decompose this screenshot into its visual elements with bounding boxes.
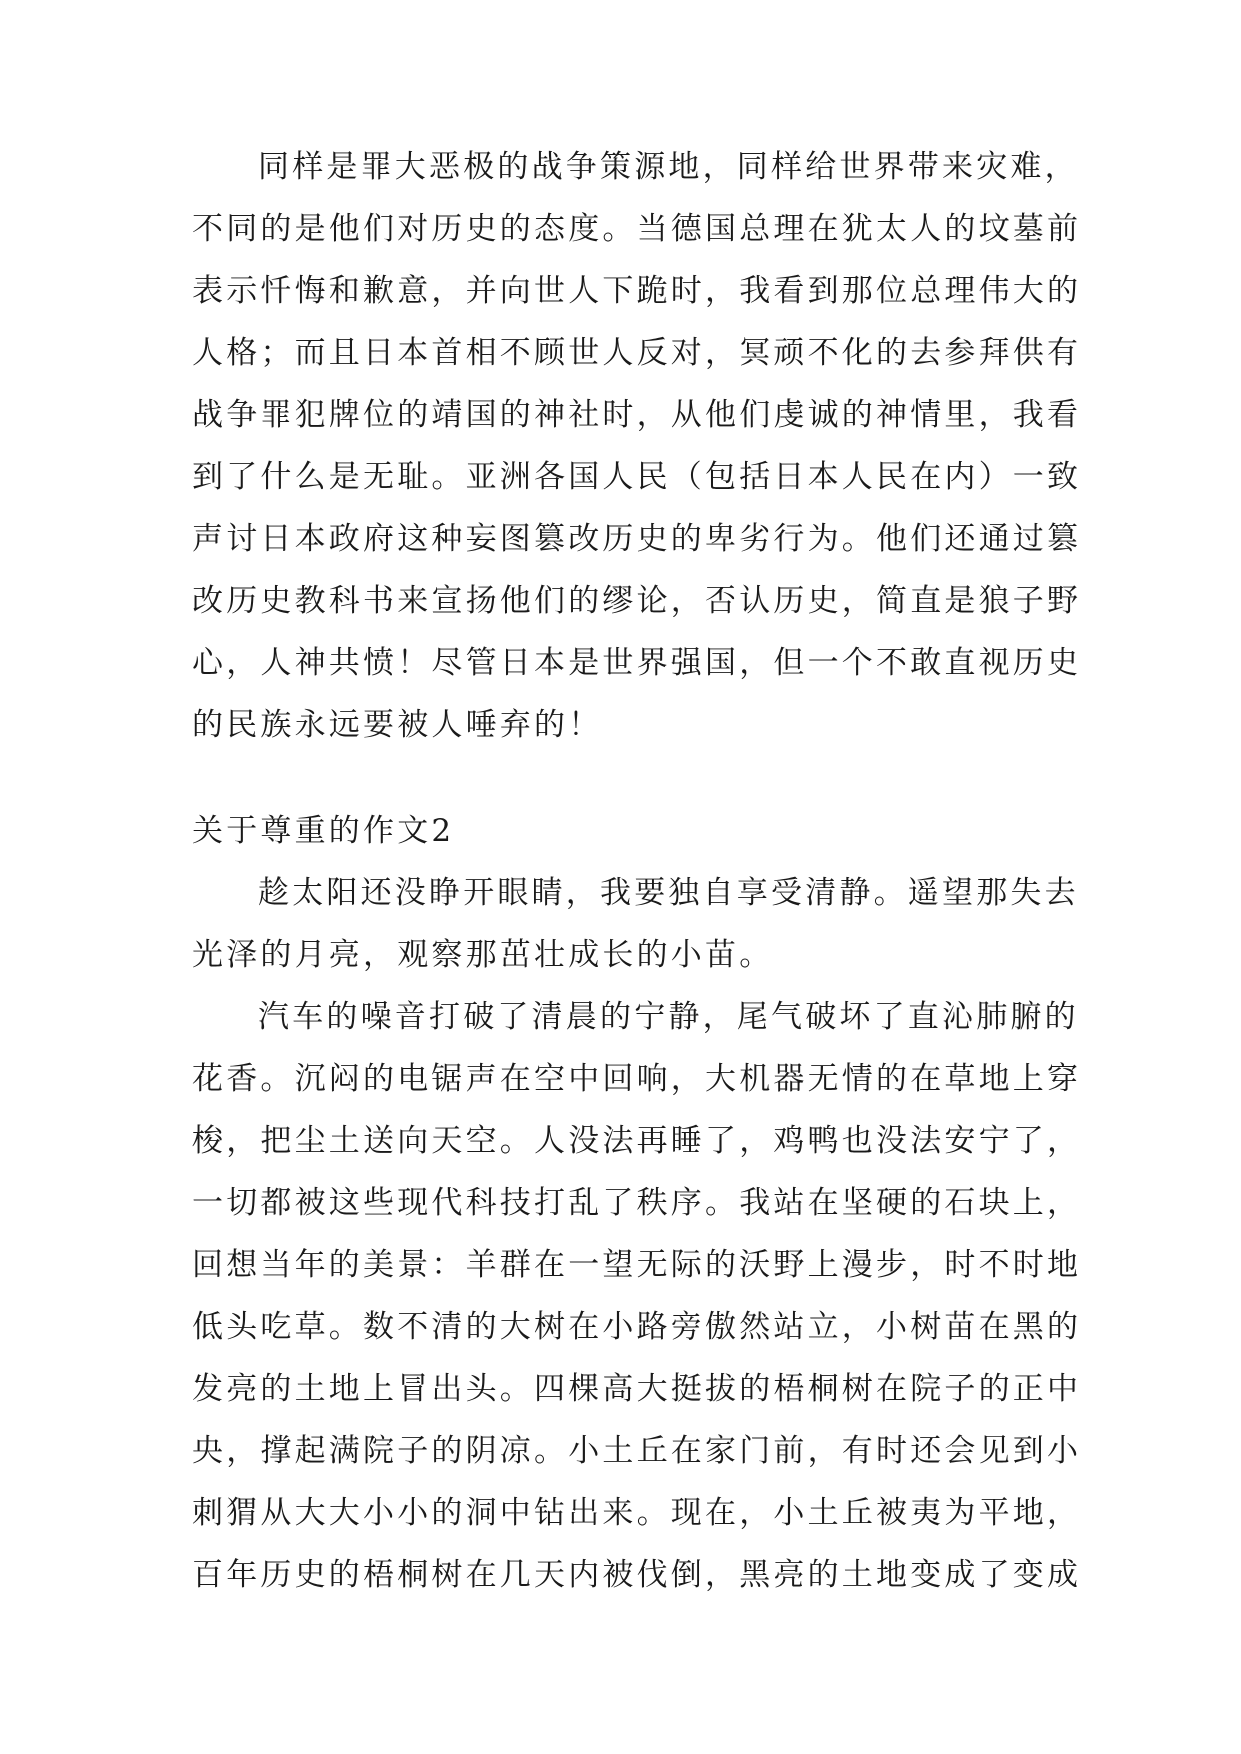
paragraph-line: 回想当年的美景：羊群在一望无际的沃野上漫步，时不时地 [192, 1247, 1082, 1283]
paragraph-line: 同样是罪大恶极的战争策源地，同样给世界带来灾难， [258, 149, 1079, 185]
paragraph-line: 改历史教科书来宣扬他们的缪论，否认历史，简直是狼子野 [192, 583, 1082, 619]
paragraph-line: 人格；而且日本首相不顾世人反对，冥顽不化的去参拜供有 [192, 335, 1082, 371]
paragraph-line: 汽车的噪音打破了清晨的宁静，尾气破坏了直沁肺腑的 [258, 999, 1079, 1035]
paragraph-line: 趁太阳还没睁开眼睛，我要独自享受清静。遥望那失去 [258, 875, 1079, 911]
paragraph-line: 花香。沉闷的电锯声在空中回响，大机器无情的在草地上穿 [192, 1061, 1082, 1097]
paragraph-line: 心，人神共愤！尽管日本是世界强国，但一个不敢直视历史 [192, 645, 1082, 681]
paragraph-line: 表示忏悔和歉意，并向世人下跪时，我看到那位总理伟大的 [192, 273, 1082, 309]
paragraph-line: 百年历史的梧桐树在几天内被伐倒，黑亮的土地变成了变成 [192, 1557, 1082, 1593]
paragraph-line: 央，撑起满院子的阴凉。小土丘在家门前，有时还会见到小 [192, 1433, 1082, 1469]
paragraph-line: 的民族永远要被人唾弃的！ [192, 707, 603, 743]
paragraph-line: 一切都被这些现代科技打乱了秩序。我站在坚硬的石块上， [192, 1185, 1082, 1221]
paragraph-line: 刺猬从大大小小的洞中钻出来。现在，小土丘被夷为平地， [192, 1495, 1082, 1531]
section-title: 关于尊重的作文2 [192, 813, 455, 849]
paragraph-line: 战争罪犯牌位的靖国的神社时，从他们虔诚的神情里，我看 [192, 397, 1082, 433]
paragraph-line: 梭，把尘土送向天空。人没法再睡了，鸡鸭也没法安宁了， [192, 1123, 1082, 1159]
paragraph-line: 不同的是他们对历史的态度。当德国总理在犹太人的坟墓前 [192, 211, 1082, 247]
paragraph-line: 低头吃草。数不清的大树在小路旁傲然站立，小树苗在黑的 [192, 1309, 1082, 1345]
paragraph-line: 声讨日本政府这种妄图篡改历史的卑劣行为。他们还通过篡 [192, 521, 1082, 557]
paragraph-line: 到了什么是无耻。亚洲各国人民（包括日本人民在内）一致 [192, 459, 1082, 495]
paragraph-line: 光泽的月亮，观察那茁壮成长的小苗。 [192, 937, 774, 973]
paragraph-line: 发亮的土地上冒出头。四棵高大挺拔的梧桐树在院子的正中 [192, 1371, 1082, 1407]
